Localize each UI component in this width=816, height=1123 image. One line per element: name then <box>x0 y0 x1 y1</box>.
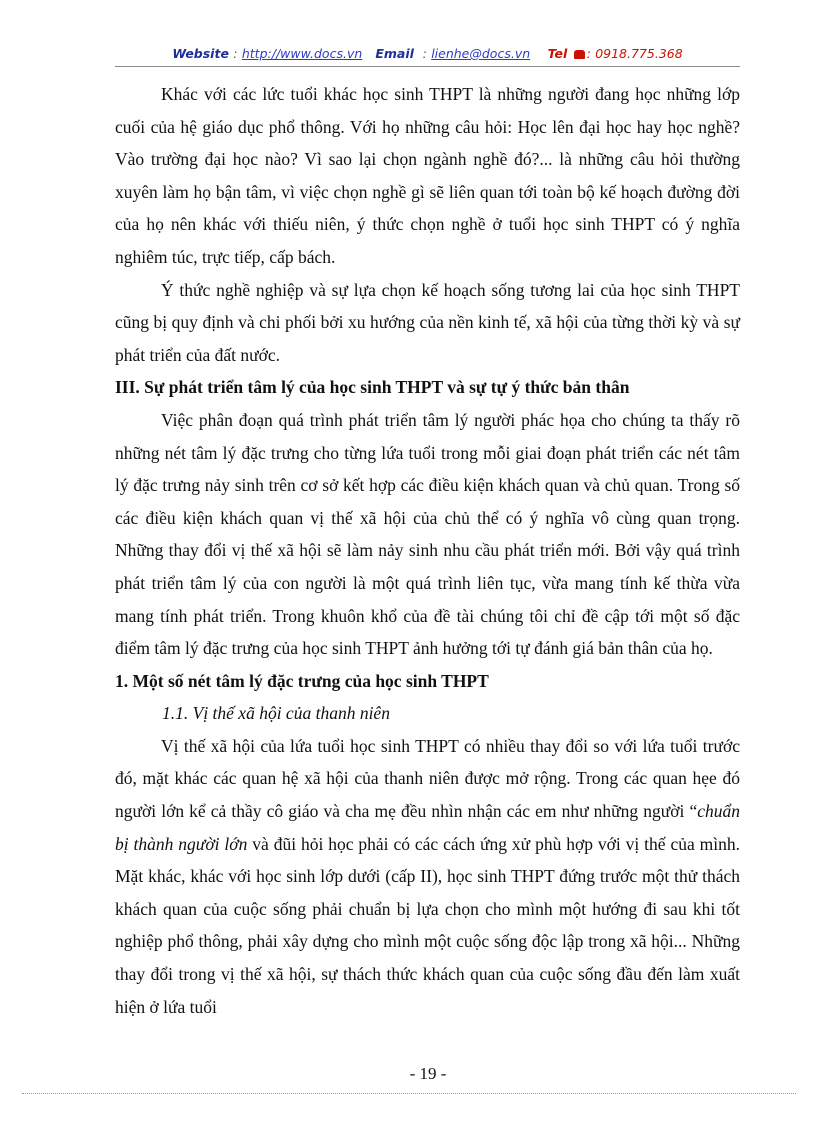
paragraph-social-status <box>115 730 740 1023</box>
paragraph-development: Việc phân đoạn quá trình phát triển tâm lý người phác họa cho chúng ta thấy rõ những nét tâm lý đặc trưng cho từng lứa tuổi trong mỗi giai đoạn phát triển các nét tâm lý đặc trưng nảy sinh trên cơ sở kết hợp các điều kiện khách quan và chủ quan. Trong số các điều kiện khách quan vị thế xã hội của chủ thể có ý nghĩa vô cùng quan trọng. Những thay đổi vị thế xã hội sẽ làm nảy sinh nhu cầu phát triển mới. Bởi vậy quá trình phát triển tâm lý của con người là một quá trình liên tục, vừa mang tính kế thừa vừa mang tính phát triển. Trong khuôn khổ của đề tài chúng tôi chỉ đề cập tới một số đặc điểm tâm lý đặc trưng của học sinh THPT ảnh hưởng tới tự đánh giá bản thân của họ. <box>115 409 740 659</box>
document-body <box>115 78 740 1023</box>
email-link[interactable]: lienhe@docs.vn <box>431 46 531 61</box>
phone-icon <box>574 50 585 59</box>
paragraph-social-status-italic: chuẩn bị thành người lớn <box>115 801 740 854</box>
paragraph-career-choice: Khác với các lức tuổi khác học sinh THPT là những người đang học những lớp cuối của hệ giáo dục phổ thông. Với họ những câu hỏi: Học lên đại học hay học nghề? Vào trường đại học nào? Vì sao lại chọn ngành nghề đó?... là những câu hỏi thường xuyên làm họ bận tâm, vì việc chọn nghề gì sẽ liên quan tới toàn bộ kế hoạch đường đời của họ nên khác với thiếu niên, ý thức chọn nghề ở tuổi học sinh THPT có ý nghĩa nghiêm túc, trực tiếp, cấp bách. <box>115 84 740 267</box>
footer-divider <box>22 1093 796 1094</box>
section-heading-1: 1. Một số nét tâm lý đặc trưng của học sinh THPT <box>115 670 489 691</box>
tel-separator: : <box>586 46 591 61</box>
website-label: Website <box>172 46 229 61</box>
paragraph-social-status-part2: và đũi hỏi học phải có các cách ứng xử phù hợp với vị thế của mình. Mặt khác, khác với học sinh lớp dưới (cấp II), học sinh THPT đứng trước một thử thách khách quan của cuộc sống phải chuẩn bị lựa chọn cho mình một hướng đi sau khi tốt nghiệp phổ thông, phải xây dựng cho mình một cuộc sống độc lập trong xã hội... Những thay đổi trong vị thế xã hội, sự thách thức khách quan của cuộc sống đầu đến làm xuất hiện ở lứa tuổi <box>115 833 740 1017</box>
tel-number: 0918.775.368 <box>595 46 683 61</box>
header-divider <box>115 66 740 67</box>
paragraph-career-awareness: Ý thức nghề nghiệp và sự lựa chọn kế hoạch sống tương lai của học sinh THPT cũng bị quy định và chi phối bởi xu hướng của nền kinh tế, xã hội của từng thời kỳ và sự phát triển của đất nước. <box>115 279 740 365</box>
email-label: Email <box>375 46 414 61</box>
website-separator: : <box>233 46 238 61</box>
subsection-heading-1-1: 1.1. Vị thế xã hội của thanh niên <box>162 703 390 724</box>
paragraph-social-status-part1: Vị thế xã hội của lứa tuổi học sinh THPT có nhiều thay đổi so với lứa tuổi trước đó, mặt khác các quan hệ xã hội của thanh niên được mở rộng. Trong các quan hẹe đó người lớn kể cả thầy cô giáo và cha mẹ đều nhìn nhận các em như những người “ <box>115 735 740 822</box>
page-header <box>115 46 740 61</box>
tel-label: Tel <box>547 46 568 61</box>
website-link[interactable]: http://www.docs.vn <box>241 46 363 61</box>
email-separator: : <box>422 46 427 61</box>
section-heading-iii: III. Sự phát triển tâm lý của học sinh THPT và sự tự ý thức bản thân <box>115 377 630 398</box>
page-number: - 19 - <box>409 1064 447 1083</box>
